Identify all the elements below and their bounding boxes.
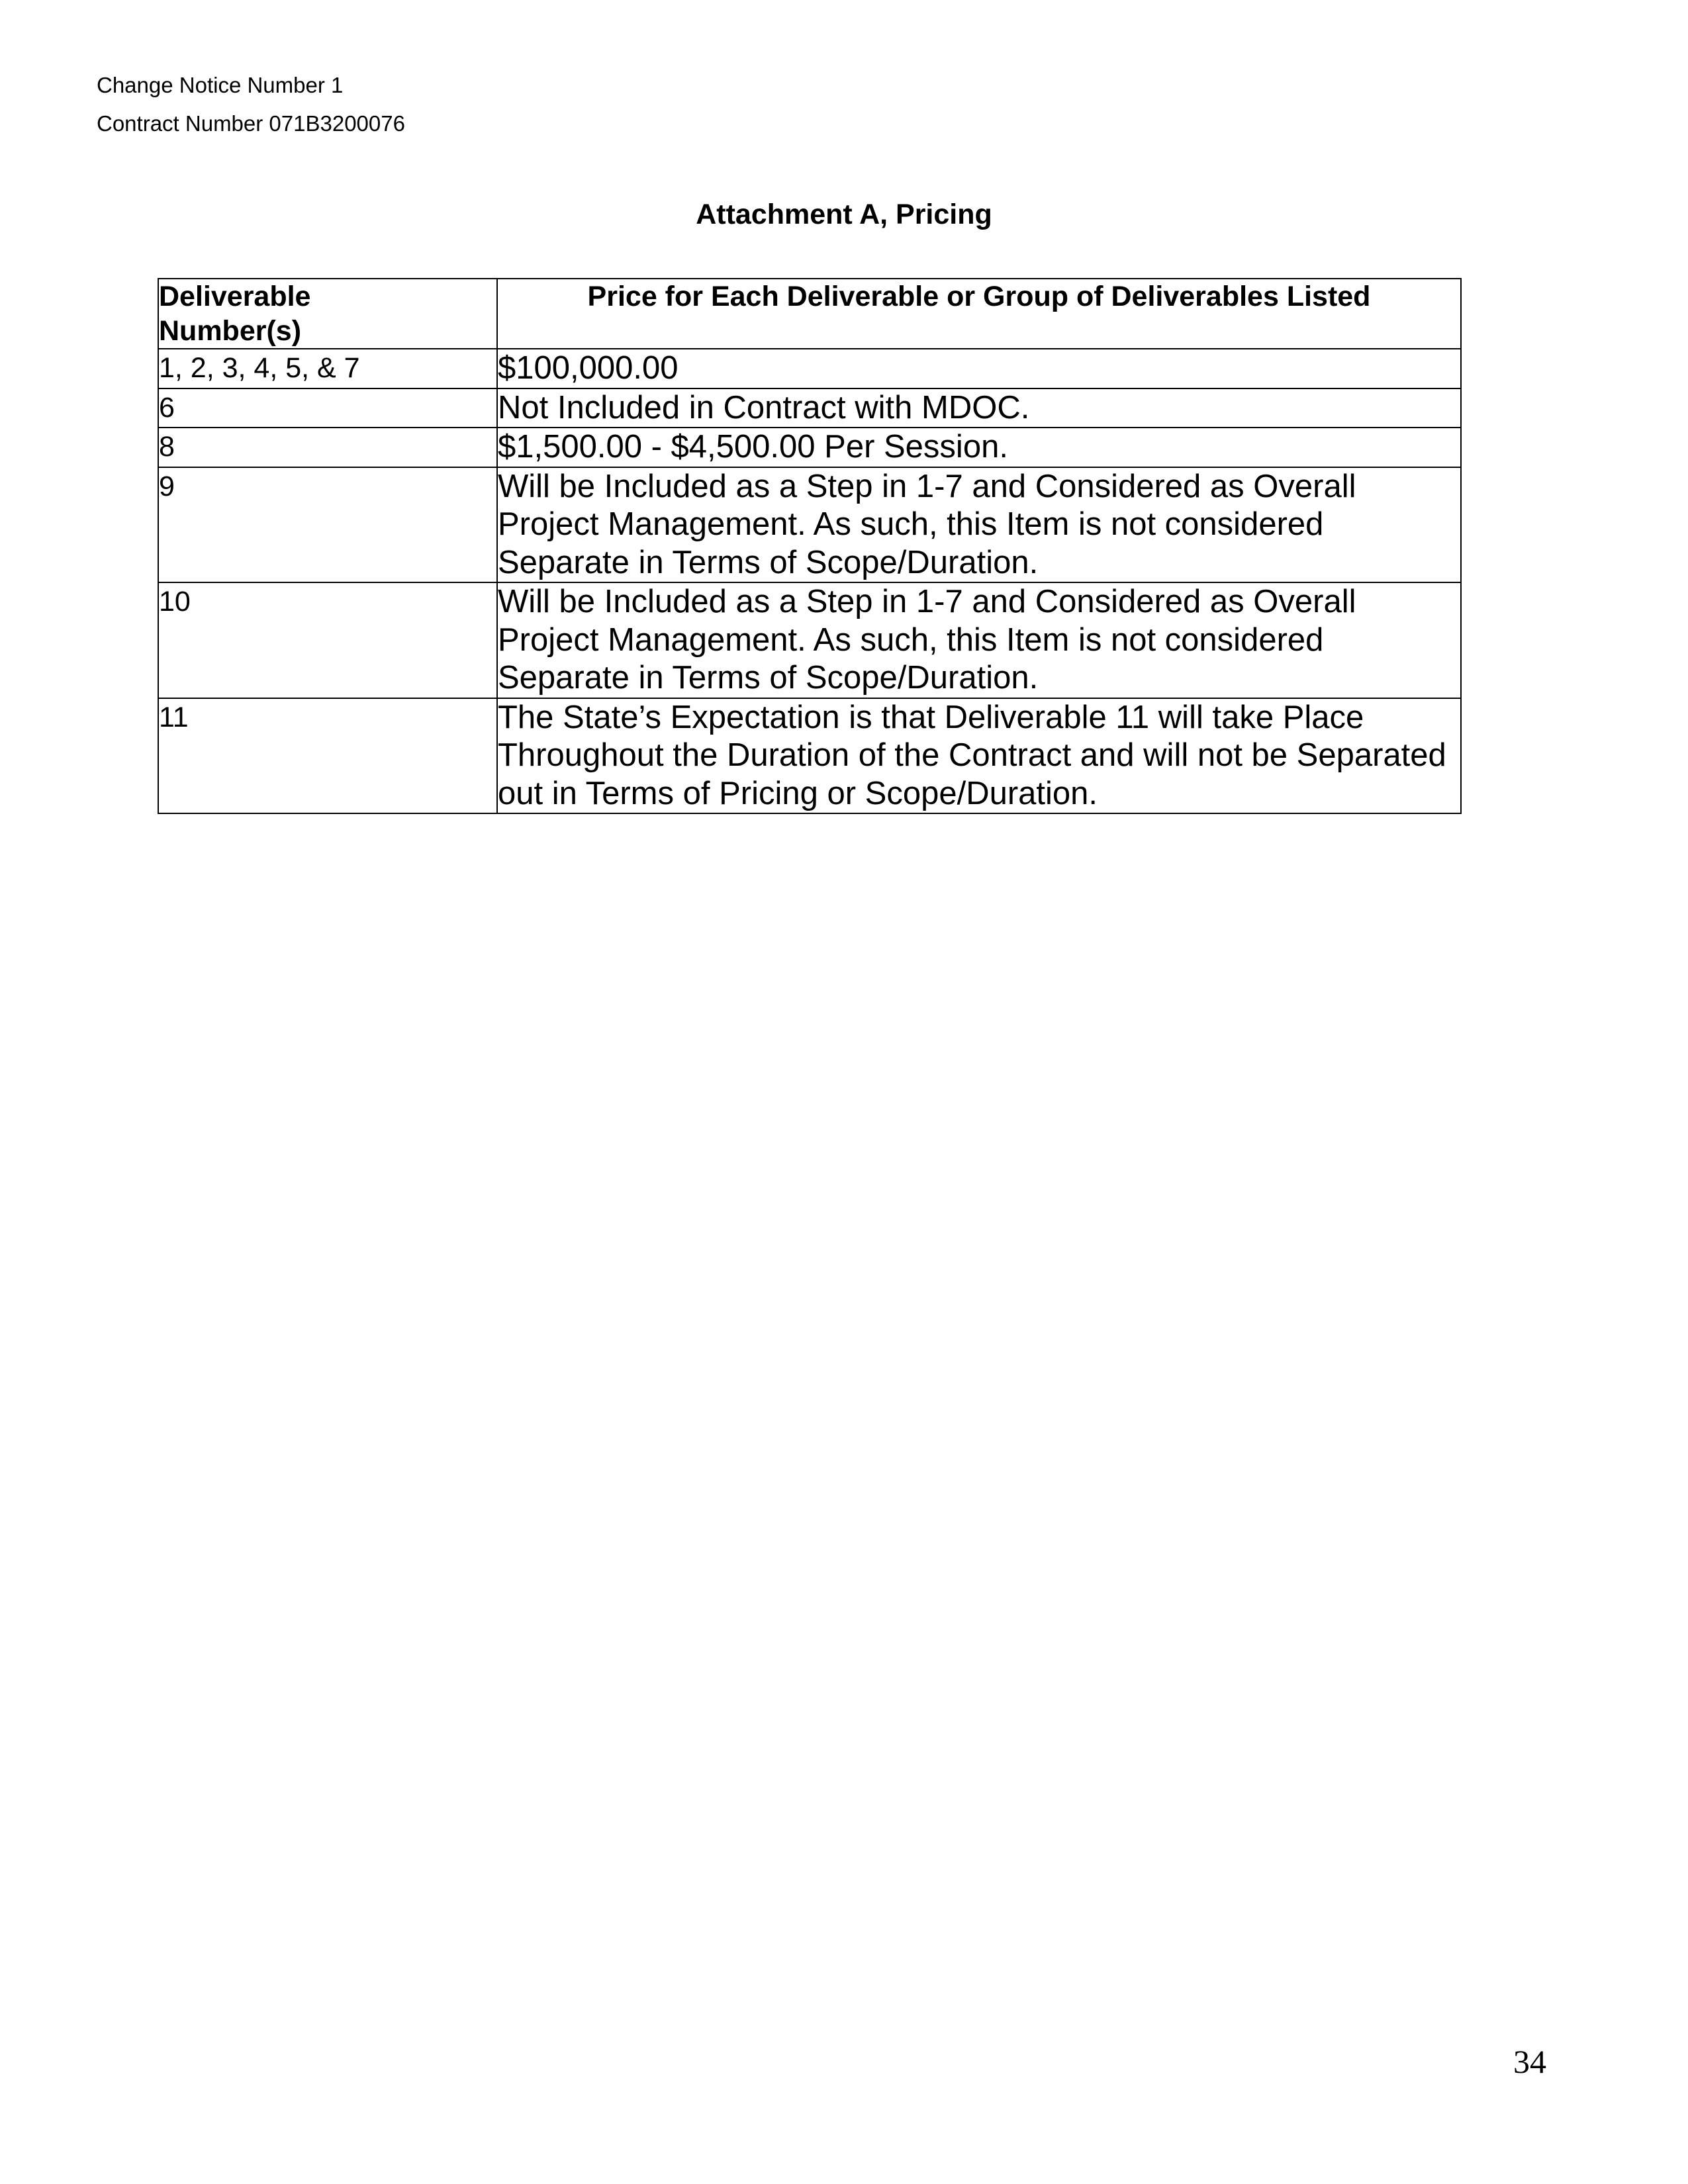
pricing-table [158, 278, 1462, 814]
price-cell: Will be Included as a Step in 1-7 and Considered as Overall Project Management. As such, this Item is not considered Separate in Terms of Scope/Duration. [497, 582, 1461, 698]
deliverable-cell: 1, 2, 3, 4, 5, & 7 [158, 349, 497, 388]
page-title: Attachment A, Pricing [696, 199, 992, 230]
table-row [158, 467, 1461, 583]
contract-number: Contract Number 071B3200076 [97, 111, 405, 136]
table-row [158, 388, 1461, 428]
table-row [158, 428, 1461, 467]
table-row [158, 698, 1461, 814]
column-header-deliverable [158, 279, 497, 349]
price-cell: The State’s Expectation is that Deliverable 11 will take Place Throughout the Duration of the Contract and will not be Separated out in Terms of Pricing or Scope/Duration. [497, 698, 1461, 814]
page-number: 34 [1513, 2043, 1546, 2080]
table-row [158, 349, 1461, 388]
deliverable-cell: 8 [158, 428, 497, 467]
price-cell: $1,500.00 - $4,500.00 Per Session. [497, 428, 1461, 467]
column-header-price: Price for Each Deliverable or Group of Deliverables Listed [497, 279, 1461, 349]
deliverable-cell: 11 [158, 698, 497, 814]
table-header-row [158, 279, 1461, 349]
price-cell: $100,000.00 [497, 349, 1461, 388]
deliverable-cell: 6 [158, 388, 497, 428]
deliverable-cell: 10 [158, 582, 497, 698]
deliverable-cell: 9 [158, 467, 497, 583]
column-header-deliverable-line2: Number(s) [159, 315, 302, 347]
column-header-deliverable-line1: Deliverable [159, 281, 311, 312]
price-cell: Will be Included as a Step in 1-7 and Considered as Overall Project Management. As such, this Item is not considered Separate in Terms of Scope/Duration. [497, 467, 1461, 583]
price-cell: Not Included in Contract with MDOC. [497, 388, 1461, 428]
document-header [97, 66, 405, 143]
change-notice-number: Change Notice Number 1 [97, 73, 344, 97]
table-row [158, 582, 1461, 698]
